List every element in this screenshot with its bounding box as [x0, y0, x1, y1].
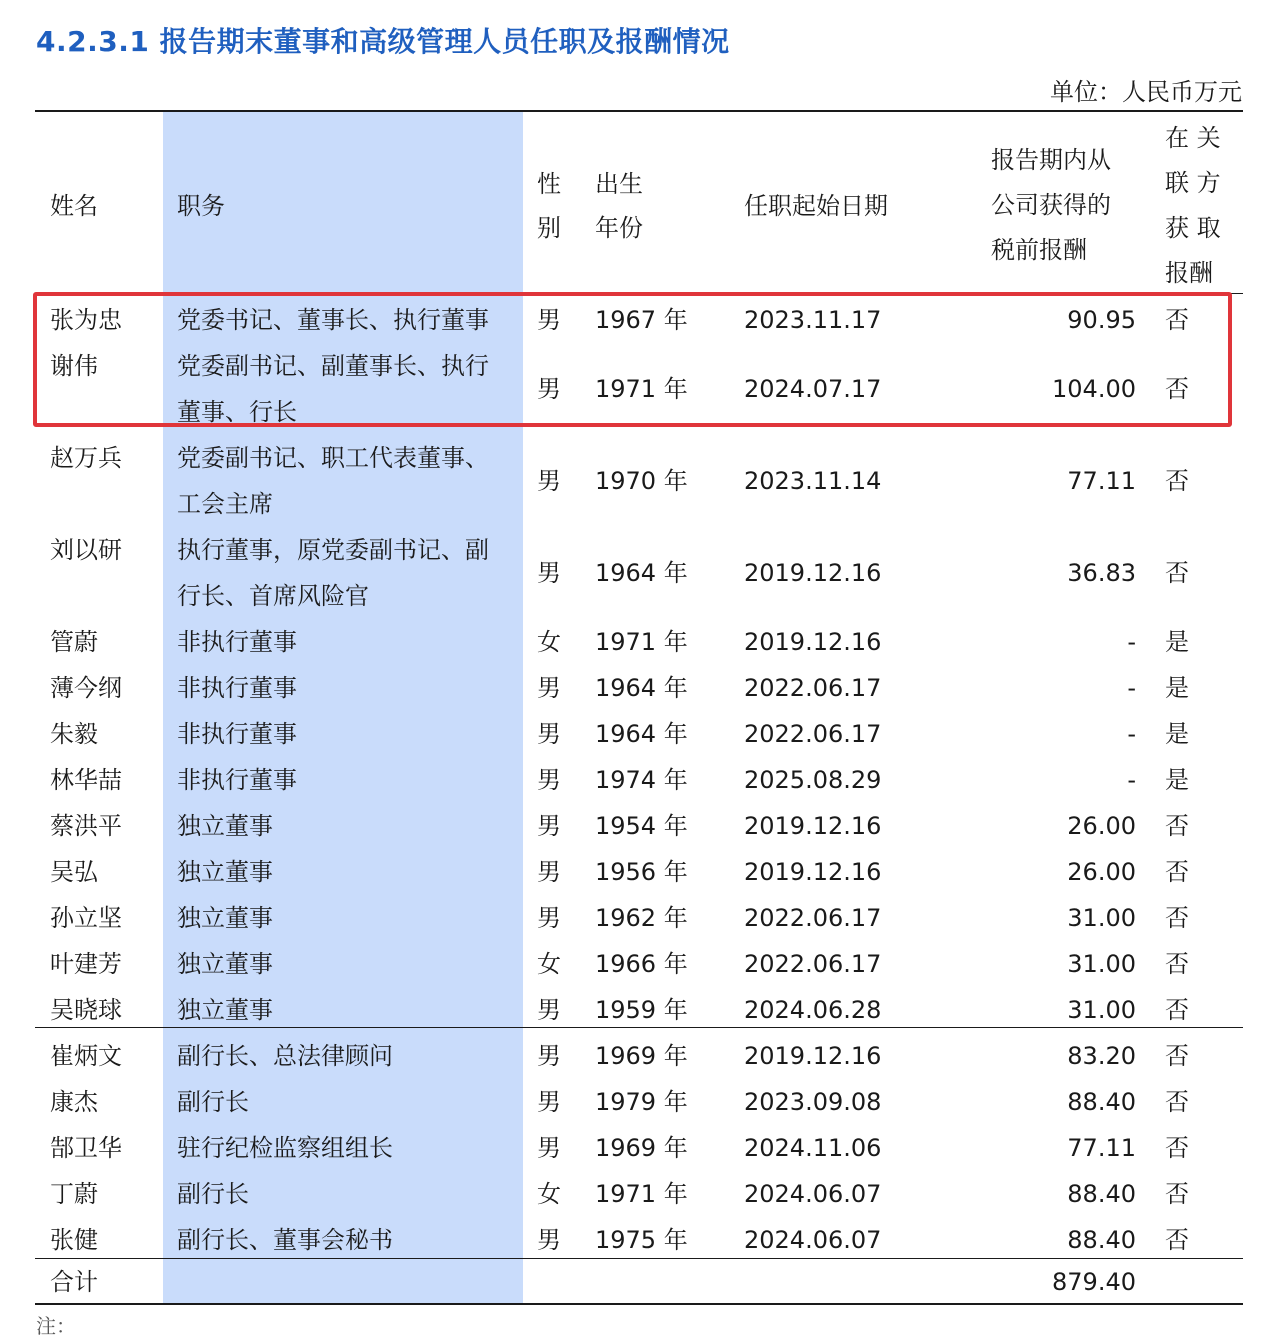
- cell-gender: 女: [537, 1180, 561, 1208]
- cell-birth-year: 1971 年: [595, 1180, 688, 1208]
- cell-position: 党委副书记、职工代表董事、: [177, 444, 489, 472]
- cell-name: 丁蔚: [50, 1180, 98, 1208]
- header-gender-line1: 性: [537, 170, 561, 198]
- cell-start-date: 2022.06.17: [744, 904, 882, 932]
- cell-name: 林华喆: [50, 766, 122, 794]
- cell-gender: 男: [537, 996, 561, 1024]
- cell-position: 非执行董事: [177, 766, 297, 794]
- cell-position: 独立董事: [177, 996, 273, 1024]
- cell-start-date: 2024.06.07: [744, 1226, 882, 1254]
- cell-name: 张为忠: [50, 306, 122, 334]
- cell-name: 崔炳文: [50, 1042, 122, 1070]
- cell-name: 蔡洪平: [50, 812, 122, 840]
- cell-birth-year: 1969 年: [595, 1134, 688, 1162]
- cell-name: 孙立坚: [50, 904, 122, 932]
- cell-pay: 26.00: [1067, 858, 1136, 886]
- cell-pay: 31.00: [1067, 950, 1136, 978]
- section-title: 4.2.3.1 报告期末董事和高级管理人员任职及报酬情况: [36, 25, 730, 58]
- cell-name: 吴弘: [50, 858, 98, 886]
- cell-pay: 90.95: [1067, 306, 1136, 334]
- cell-name: 朱毅: [50, 720, 98, 748]
- header-related-line1: 在 关: [1165, 124, 1221, 152]
- cell-birth-year: 1970 年: [595, 467, 688, 495]
- cell-related-pay: 是: [1165, 720, 1189, 748]
- cell-related-pay: 否: [1165, 1088, 1189, 1116]
- cell-related-pay: 否: [1165, 1180, 1189, 1208]
- cell-position-cont: 工会主席: [177, 490, 273, 518]
- cell-start-date: 2022.06.17: [744, 720, 882, 748]
- cell-related-pay: 否: [1165, 1042, 1189, 1070]
- header-gender-line2: 别: [537, 214, 561, 242]
- cell-birth-year: 1962 年: [595, 904, 688, 932]
- cell-pay: 31.00: [1067, 996, 1136, 1024]
- cell-gender: 女: [537, 950, 561, 978]
- cell-position: 独立董事: [177, 904, 273, 932]
- cell-pay: 31.00: [1067, 904, 1136, 932]
- cell-pay: 88.40: [1067, 1180, 1136, 1208]
- cell-pay: 36.83: [1067, 559, 1136, 587]
- cell-birth-year: 1966 年: [595, 950, 688, 978]
- cell-birth-year: 1959 年: [595, 996, 688, 1024]
- cell-start-date: 2025.08.29: [744, 766, 882, 794]
- cell-related-pay: 否: [1165, 812, 1189, 840]
- cell-position: 党委副书记、副董事长、执行: [177, 352, 489, 380]
- header-related-line4: 报酬: [1165, 259, 1213, 287]
- cell-start-date: 2023.09.08: [744, 1088, 882, 1116]
- cell-related-pay: 否: [1165, 559, 1189, 587]
- cell-birth-year: 1975 年: [595, 1226, 688, 1254]
- cell-start-date: 2022.06.17: [744, 674, 882, 702]
- cell-start-date: 2019.12.16: [744, 628, 882, 656]
- cell-pay: 77.11: [1067, 1134, 1136, 1162]
- cell-related-pay: 否: [1165, 858, 1189, 886]
- cell-name: 薄今纲: [50, 674, 122, 702]
- cell-birth-year: 1964 年: [595, 720, 688, 748]
- cell-name: 管蔚: [50, 628, 98, 656]
- cell-related-pay: 否: [1165, 306, 1189, 334]
- cell-gender: 男: [537, 375, 561, 403]
- header-pay-line3: 税前报酬: [991, 236, 1087, 264]
- cell-name: 叶建芳: [50, 950, 122, 978]
- cell-name: 谢伟: [50, 352, 98, 380]
- cell-position: 非执行董事: [177, 720, 297, 748]
- header-birth-line1: 出生: [595, 170, 643, 198]
- cell-gender: 男: [537, 1134, 561, 1162]
- cell-start-date: 2019.12.16: [744, 1042, 882, 1070]
- header-related-line3: 获 取: [1165, 214, 1221, 242]
- cell-pay: -: [1127, 720, 1136, 748]
- cell-position: 独立董事: [177, 858, 273, 886]
- cell-pay: -: [1127, 766, 1136, 794]
- cell-pay: -: [1127, 674, 1136, 702]
- cell-birth-year: 1979 年: [595, 1088, 688, 1116]
- cell-name: 吴晓球: [50, 996, 122, 1024]
- unit-label: 单位：人民币万元: [1050, 78, 1242, 106]
- cell-pay: 88.40: [1067, 1226, 1136, 1254]
- cell-position: 副行长、总法律顾问: [177, 1042, 393, 1070]
- highlight-box: [33, 292, 1232, 427]
- cell-birth-year: 1964 年: [595, 559, 688, 587]
- header-birth-line2: 年份: [595, 214, 643, 242]
- header-pay-line2: 公司获得的: [991, 191, 1111, 219]
- cell-birth-year: 1971 年: [595, 375, 688, 403]
- cell-related-pay: 否: [1165, 1226, 1189, 1254]
- cell-gender: 男: [537, 858, 561, 886]
- header-related-line2: 联 方: [1165, 169, 1221, 197]
- cell-gender: 男: [537, 1226, 561, 1254]
- cell-birth-year: 1974 年: [595, 766, 688, 794]
- cell-gender: 男: [537, 674, 561, 702]
- cell-pay: 88.40: [1067, 1088, 1136, 1116]
- cell-start-date: 2023.11.14: [744, 467, 882, 495]
- cell-position: 非执行董事: [177, 628, 297, 656]
- cell-related-pay: 否: [1165, 1134, 1189, 1162]
- total-pay: 879.40: [1052, 1268, 1136, 1296]
- cell-name: 刘以研: [50, 536, 122, 564]
- cell-position: 执行董事，原党委副书记、副: [177, 536, 489, 564]
- cell-related-pay: 否: [1165, 467, 1189, 495]
- cell-related-pay: 否: [1165, 904, 1189, 932]
- total-label: 合计: [50, 1268, 98, 1296]
- cell-name: 张健: [50, 1226, 98, 1254]
- cell-related-pay: 否: [1165, 950, 1189, 978]
- cell-start-date: 2019.12.16: [744, 559, 882, 587]
- cell-start-date: 2023.11.17: [744, 306, 882, 334]
- cell-position: 非执行董事: [177, 674, 297, 702]
- cell-related-pay: 是: [1165, 674, 1189, 702]
- cell-pay: 77.11: [1067, 467, 1136, 495]
- cell-pay: 26.00: [1067, 812, 1136, 840]
- header-pay-line1: 报告期内从: [991, 146, 1111, 174]
- cell-birth-year: 1969 年: [595, 1042, 688, 1070]
- cell-start-date: 2024.11.06: [744, 1134, 882, 1162]
- cell-gender: 男: [537, 467, 561, 495]
- cell-birth-year: 1964 年: [595, 674, 688, 702]
- cell-related-pay: 是: [1165, 628, 1189, 656]
- cell-name: 赵万兵: [50, 444, 122, 472]
- cell-gender: 男: [537, 1042, 561, 1070]
- cell-gender: 男: [537, 306, 561, 334]
- cell-pay: 104.00: [1052, 375, 1136, 403]
- cell-start-date: 2024.06.28: [744, 996, 882, 1024]
- cell-gender: 男: [537, 904, 561, 932]
- cell-birth-year: 1956 年: [595, 858, 688, 886]
- cell-start-date: 2022.06.17: [744, 950, 882, 978]
- cell-name: 康杰: [50, 1088, 98, 1116]
- cell-gender: 男: [537, 1088, 561, 1116]
- cell-start-date: 2024.06.07: [744, 1180, 882, 1208]
- header-start-date: 任职起始日期: [744, 192, 888, 220]
- note-label: 注：: [36, 1314, 76, 1338]
- cell-position: 副行长: [177, 1088, 249, 1116]
- cell-pay: -: [1127, 628, 1136, 656]
- cell-gender: 女: [537, 628, 561, 656]
- cell-gender: 男: [537, 812, 561, 840]
- cell-position: 独立董事: [177, 950, 273, 978]
- cell-gender: 男: [537, 720, 561, 748]
- cell-position: 副行长: [177, 1180, 249, 1208]
- cell-related-pay: 是: [1165, 766, 1189, 794]
- cell-start-date: 2019.12.16: [744, 812, 882, 840]
- cell-name: 郜卫华: [50, 1134, 122, 1162]
- cell-position: 党委书记、董事长、执行董事: [177, 306, 489, 334]
- cell-position: 副行长、董事会秘书: [177, 1226, 393, 1254]
- header-position: 职务: [177, 192, 225, 220]
- cell-position-cont: 行长、首席风险官: [177, 582, 369, 610]
- cell-position: 独立董事: [177, 812, 273, 840]
- cell-start-date: 2019.12.16: [744, 858, 882, 886]
- cell-birth-year: 1971 年: [595, 628, 688, 656]
- cell-gender: 男: [537, 766, 561, 794]
- cell-position: 驻行纪检监察组组长: [177, 1134, 393, 1162]
- cell-related-pay: 否: [1165, 375, 1189, 403]
- header-name: 姓名: [50, 192, 98, 220]
- cell-pay: 83.20: [1067, 1042, 1136, 1070]
- table-top-rule: [35, 110, 1243, 112]
- cell-related-pay: 否: [1165, 996, 1189, 1024]
- cell-gender: 男: [537, 559, 561, 587]
- cell-start-date: 2024.07.17: [744, 375, 882, 403]
- cell-birth-year: 1967 年: [595, 306, 688, 334]
- cell-birth-year: 1954 年: [595, 812, 688, 840]
- cell-position-cont: 董事、行长: [177, 398, 297, 426]
